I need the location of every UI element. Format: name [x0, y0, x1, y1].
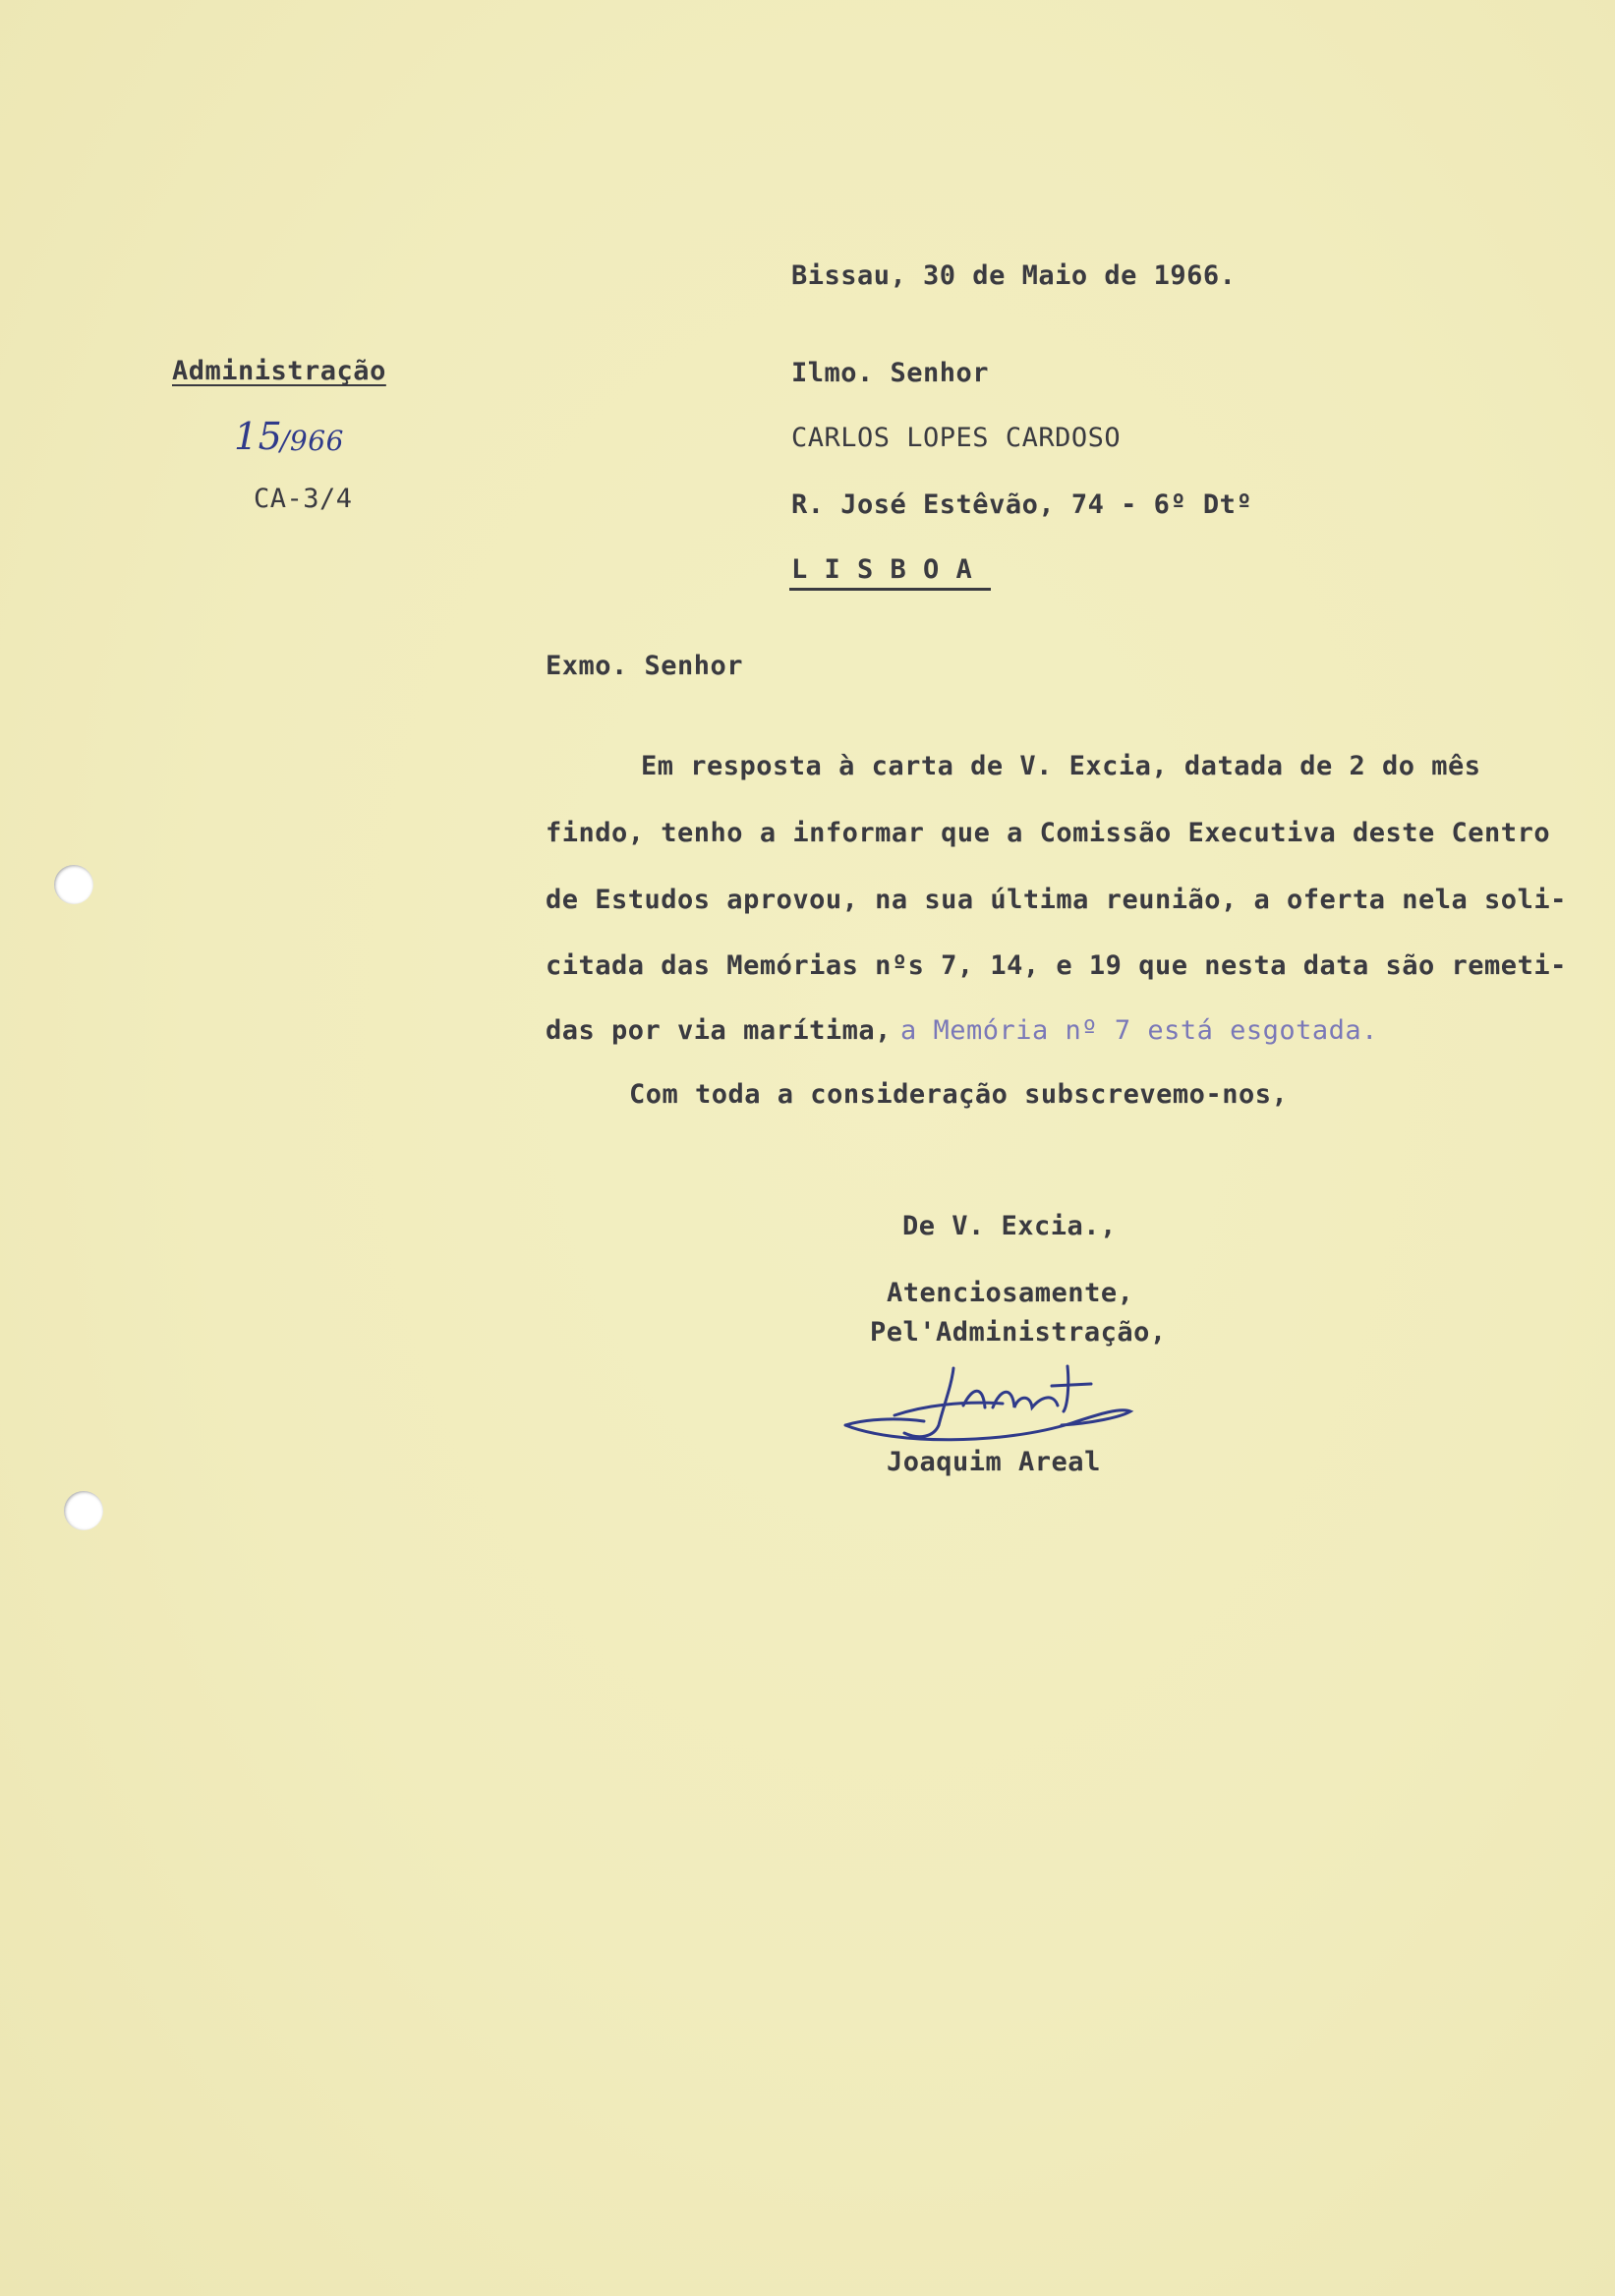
salutation: Exmo. Senhor	[546, 651, 744, 681]
body-line-3: de Estudos aprovou, na sua última reunião, a oferta nela soli-	[546, 885, 1567, 915]
body-line-5: das por via marítima,	[546, 1015, 892, 1046]
sign-off-line-3: Pel'Administração,	[870, 1317, 1167, 1348]
recipient-city: L I S B O A	[791, 554, 973, 585]
body-line-1: Em resposta à carta de V. Excia, datada de 2 do mês	[641, 751, 1481, 781]
body-line-2: findo, tenho a informar que a Comissão Executiva deste Centro	[546, 818, 1551, 848]
recipient-name: CARLOS LOPES CARDOSO	[791, 423, 1122, 453]
punch-hole-bottom	[64, 1491, 103, 1530]
reference-code: CA-3/4	[254, 484, 353, 514]
sign-off-line-1: De V. Excia.,	[902, 1211, 1117, 1241]
handwritten-signature	[836, 1347, 1160, 1455]
body-line-4: citada das Memórias nºs 7, 14, e 19 que nesta data são remeti-	[546, 950, 1567, 981]
punch-hole-top	[54, 865, 93, 904]
recipient-honorific: Ilmo. Senhor	[791, 358, 990, 388]
signer-name: Joaquim Areal	[887, 1447, 1101, 1477]
closing-line: Com toda a consideração subscrevemo-nos,	[629, 1079, 1289, 1110]
place-date: Bissau, 30 de Maio de 1966.	[791, 260, 1237, 291]
city-underline	[789, 588, 991, 591]
handwritten-file-number: 15	[234, 415, 283, 458]
recipient-street: R. José Estêvão, 74 - 6º Dtº	[791, 489, 1253, 520]
body-note-blue: a Memória nº 7 está esgotada.	[900, 1015, 1378, 1046]
sign-off-line-2: Atenciosamente,	[887, 1278, 1134, 1308]
file-number-suffix: /966	[280, 425, 344, 457]
department-label: Administração	[172, 356, 386, 386]
